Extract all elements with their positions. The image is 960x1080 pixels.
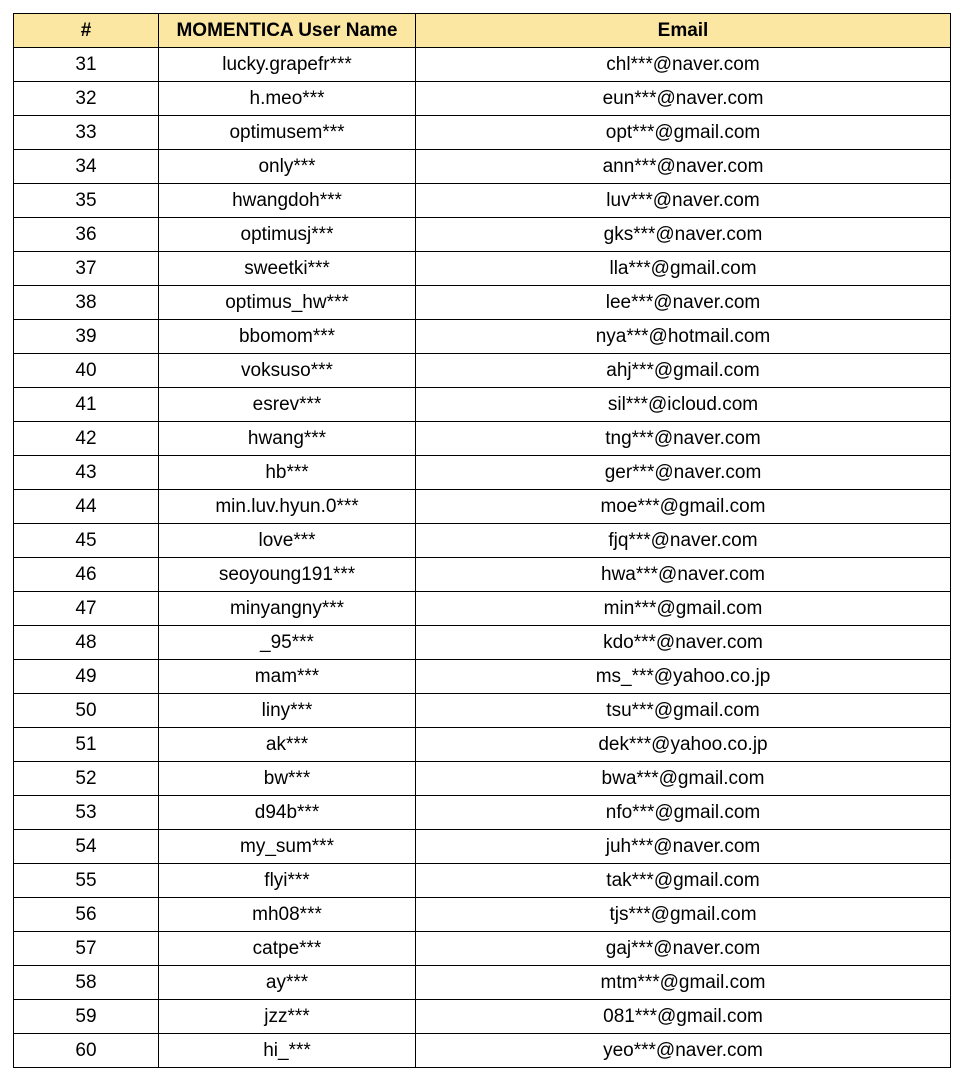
row-email: nfo***@gmail.com [416,796,951,830]
row-username: optimusj*** [159,218,416,252]
table-row [14,796,951,830]
row-number: 46 [14,558,159,592]
row-username: hwang*** [159,422,416,456]
table-row [14,422,951,456]
row-email: bwa***@gmail.com [416,762,951,796]
table-row [14,864,951,898]
row-username: catpe*** [159,932,416,966]
row-username: lucky.grapefr*** [159,48,416,82]
row-email: fjq***@naver.com [416,524,951,558]
row-email: mtm***@gmail.com [416,966,951,1000]
row-username: hi_*** [159,1034,416,1068]
row-number: 44 [14,490,159,524]
row-number: 42 [14,422,159,456]
header-row [14,14,951,48]
row-username: mh08*** [159,898,416,932]
row-email: nya***@hotmail.com [416,320,951,354]
table-row [14,728,951,762]
row-username: flyi*** [159,864,416,898]
row-number: 49 [14,660,159,694]
header-username: MOMENTICA User Name [159,14,416,48]
row-username: mam*** [159,660,416,694]
table-row [14,252,951,286]
table-row [14,388,951,422]
row-number: 51 [14,728,159,762]
table-row [14,558,951,592]
row-email: sil***@icloud.com [416,388,951,422]
row-username: my_sum*** [159,830,416,864]
row-number: 47 [14,592,159,626]
row-email: 081***@gmail.com [416,1000,951,1034]
row-number: 50 [14,694,159,728]
row-email: chl***@naver.com [416,48,951,82]
table-row [14,354,951,388]
row-number: 38 [14,286,159,320]
row-email: lla***@gmail.com [416,252,951,286]
user-email-table [13,13,951,1068]
row-username: optimusem*** [159,116,416,150]
row-number: 31 [14,48,159,82]
row-email: tak***@gmail.com [416,864,951,898]
row-number: 36 [14,218,159,252]
table-row [14,184,951,218]
row-username: ak*** [159,728,416,762]
table-row [14,116,951,150]
row-username: d94b*** [159,796,416,830]
table-row [14,490,951,524]
user-table-container [13,13,951,1068]
row-username: bw*** [159,762,416,796]
table-row [14,1034,951,1068]
row-number: 41 [14,388,159,422]
row-number: 58 [14,966,159,1000]
table-row [14,830,951,864]
row-number: 57 [14,932,159,966]
row-email: gks***@naver.com [416,218,951,252]
table-row [14,932,951,966]
row-email: juh***@naver.com [416,830,951,864]
row-email: hwa***@naver.com [416,558,951,592]
row-username: bbomom*** [159,320,416,354]
table-row [14,762,951,796]
row-number: 52 [14,762,159,796]
row-username: hb*** [159,456,416,490]
row-email: gaj***@naver.com [416,932,951,966]
table-row [14,48,951,82]
row-username: love*** [159,524,416,558]
row-number: 54 [14,830,159,864]
row-username: optimus_hw*** [159,286,416,320]
table-row [14,694,951,728]
row-number: 32 [14,82,159,116]
row-email: dek***@yahoo.co.jp [416,728,951,762]
table-row [14,320,951,354]
table-row [14,592,951,626]
table-row [14,456,951,490]
row-number: 53 [14,796,159,830]
table-row [14,286,951,320]
header-email: Email [416,14,951,48]
row-username: jzz*** [159,1000,416,1034]
table-row [14,898,951,932]
row-username: esrev*** [159,388,416,422]
row-email: min***@gmail.com [416,592,951,626]
row-email: ms_***@yahoo.co.jp [416,660,951,694]
row-number: 43 [14,456,159,490]
table-row [14,966,951,1000]
table-row [14,150,951,184]
row-number: 39 [14,320,159,354]
row-email: tng***@naver.com [416,422,951,456]
row-number: 60 [14,1034,159,1068]
row-email: moe***@gmail.com [416,490,951,524]
row-username: minyangny*** [159,592,416,626]
row-email: lee***@naver.com [416,286,951,320]
table-row [14,218,951,252]
row-email: ger***@naver.com [416,456,951,490]
row-number: 55 [14,864,159,898]
row-number: 34 [14,150,159,184]
row-username: liny*** [159,694,416,728]
row-email: eun***@naver.com [416,82,951,116]
row-email: tsu***@gmail.com [416,694,951,728]
row-username: seoyoung191*** [159,558,416,592]
row-username: only*** [159,150,416,184]
table-row [14,524,951,558]
header-number: # [14,14,159,48]
row-number: 33 [14,116,159,150]
row-number: 35 [14,184,159,218]
row-username: hwangdoh*** [159,184,416,218]
row-number: 40 [14,354,159,388]
row-username: ay*** [159,966,416,1000]
row-email: ann***@naver.com [416,150,951,184]
table-row [14,660,951,694]
row-username: h.meo*** [159,82,416,116]
row-email: tjs***@gmail.com [416,898,951,932]
row-username: sweetki*** [159,252,416,286]
row-number: 45 [14,524,159,558]
row-email: yeo***@naver.com [416,1034,951,1068]
row-number: 56 [14,898,159,932]
table-row [14,1000,951,1034]
row-number: 59 [14,1000,159,1034]
row-email: opt***@gmail.com [416,116,951,150]
table-row [14,82,951,116]
table-row [14,626,951,660]
row-email: luv***@naver.com [416,184,951,218]
row-username: _95*** [159,626,416,660]
row-number: 48 [14,626,159,660]
row-number: 37 [14,252,159,286]
row-username: min.luv.hyun.0*** [159,490,416,524]
row-username: voksuso*** [159,354,416,388]
row-email: ahj***@gmail.com [416,354,951,388]
row-email: kdo***@naver.com [416,626,951,660]
